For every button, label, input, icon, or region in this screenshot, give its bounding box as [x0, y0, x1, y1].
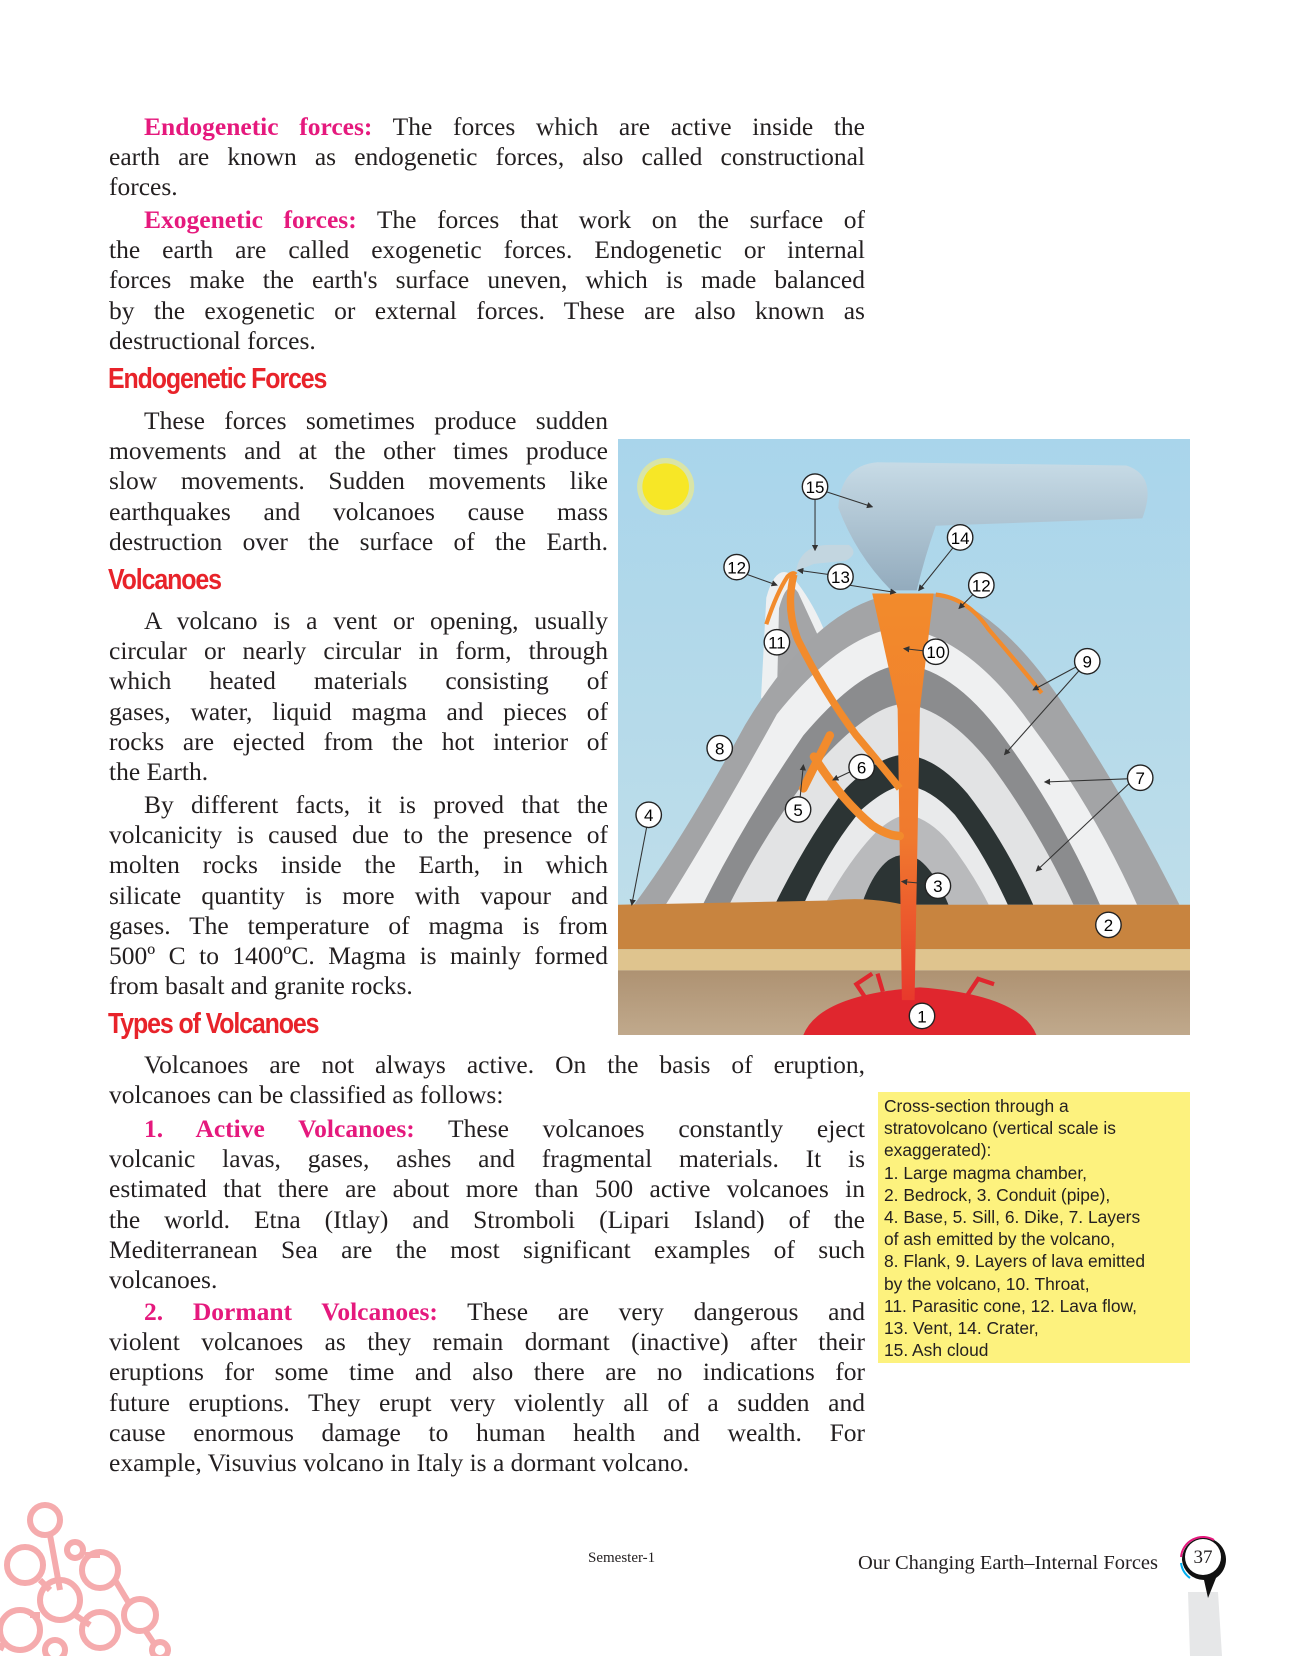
caption-line: 4. Base, 5. Sill, 6. Dike, 7. Layers — [884, 1207, 1141, 1228]
text-line: eruptions for some time and also there are no indications for — [109, 1357, 865, 1387]
figure-label-11 — [764, 630, 789, 655]
figure-caption — [878, 1092, 1190, 1363]
label-number: 4 — [644, 806, 654, 826]
term-exogenetic: Exogenetic forces: — [144, 205, 357, 234]
figure-label-10 — [923, 639, 948, 664]
text-line: volcanic lavas, gases, ashes and fragmental materials. It is — [109, 1144, 865, 1174]
sun-icon — [637, 458, 694, 515]
text-line: forces make the earth's surface uneven, which is made balanced — [109, 265, 865, 295]
page-number: 37 — [1193, 1547, 1213, 1568]
decorative-circles — [0, 1500, 180, 1656]
text-line: cause enormous damage to human health and wealth. For — [109, 1417, 865, 1447]
paragraph-exogenetic-definition — [109, 205, 865, 356]
label-number: 1 — [917, 1007, 927, 1027]
caption-line: of ash emitted by the volcano, — [884, 1229, 1116, 1250]
caption-line: 11. Parasitic cone, 12. Lava flow, — [884, 1295, 1137, 1316]
term-endogenetic: Endogenetic forces: — [144, 112, 373, 141]
text-line: gases, water, liquid magma and pieces of — [109, 696, 608, 726]
figure-label-1 — [909, 1003, 934, 1028]
label-number: 5 — [793, 800, 803, 820]
text-line: volcanoes. — [109, 1264, 218, 1294]
text-line: volcanicity is caused due to the presence of — [109, 820, 608, 850]
text-line — [109, 1114, 865, 1144]
label-number: 10 — [926, 643, 946, 663]
paragraph-active-volcanoes — [109, 1114, 865, 1295]
caption-line: 13. Vent, 14. Crater, — [884, 1318, 1039, 1339]
text-line: 500º C to 1400ºC. Magma is mainly formed — [109, 940, 608, 970]
text-line: the Earth. — [109, 756, 209, 786]
text-line: Volcanoes are not always active. On the basis of eruption, — [144, 1050, 865, 1079]
text-line: example, Visuvius volcano in Italy is a dormant volcano. — [109, 1447, 690, 1477]
caption-line: Cross-section through a — [884, 1096, 1069, 1116]
stratovolcano-diagram — [618, 439, 1190, 1035]
label-number: 2 — [1103, 916, 1114, 936]
text-line: from basalt and granite rocks. — [109, 971, 413, 1001]
text-line: By different facts, it is proved that the — [144, 790, 608, 819]
figure-label-13 — [828, 564, 853, 589]
caption-line: stratovolcano (vertical scale is — [884, 1118, 1116, 1139]
footer-chapter-title: Our Changing Earth–Internal Forces — [857, 1552, 1158, 1574]
text-line: gases. The temperature of magma is from — [109, 910, 608, 940]
heading-volcanoes: Volcanoes — [108, 564, 221, 596]
figure-label-2 — [1096, 912, 1121, 937]
figure-label-15 — [802, 474, 827, 499]
figure-label-12 — [724, 554, 749, 579]
text-line: the world. Etna (Itlay) and Stromboli (Lipari Island) of the — [109, 1204, 865, 1234]
text: These are very dangerous and — [437, 1297, 865, 1326]
text-line: movements and at the other times produce — [109, 436, 608, 466]
caption-line: 15. Ash cloud — [884, 1340, 989, 1361]
label-number: 8 — [714, 739, 725, 759]
label-number: 15 — [805, 477, 825, 497]
text: The forces that work on the surface of — [356, 205, 865, 234]
label-number: 13 — [831, 567, 850, 587]
text-line: silicate quantity is more with vapour and — [109, 880, 608, 910]
text-line: destructional forces. — [109, 325, 316, 355]
heading-types-of-volcanoes: Types of Volcanoes — [108, 1008, 319, 1040]
heading-endogenetic-forces: Endogenetic Forces — [108, 363, 327, 395]
text-line: future eruptions. They erupt very violently all of a sudden and — [109, 1387, 865, 1417]
text: The forces which are active inside the — [372, 112, 865, 141]
caption-line: exaggerated): — [884, 1140, 992, 1161]
term-dormant-volcanoes: 2. Dormant Volcanoes: — [144, 1297, 438, 1326]
text-line: by the exogenetic or external forces. These are also known as — [109, 295, 865, 325]
label-number: 11 — [768, 633, 786, 653]
paragraph-movements — [109, 406, 608, 557]
text-line — [109, 112, 865, 142]
text: These volcanoes constantly eject — [414, 1114, 866, 1143]
label-number: 9 — [1082, 652, 1092, 672]
text-line — [109, 1297, 865, 1327]
figure-label-7 — [1128, 765, 1153, 790]
figure-label-14 — [947, 525, 972, 550]
caption-line: 1. Large magma chamber, — [884, 1162, 1087, 1183]
figure-label-5 — [785, 797, 810, 822]
text-line: circular or nearly circular in form, through — [109, 636, 608, 666]
text-line: estimated that there are about more than 500 active volcanoes in — [109, 1174, 865, 1204]
paragraph-volcano-definition — [109, 606, 608, 787]
label-number: 14 — [950, 528, 970, 548]
figure-label-8 — [707, 735, 732, 760]
paragraph-endogenetic-definition — [109, 112, 865, 203]
label-number: 12 — [727, 558, 747, 578]
text-line: violent volcanoes as they remain dormant (inactive) after their — [109, 1327, 865, 1357]
text-line — [109, 205, 865, 235]
term-active-volcanoes: 1. Active Volcanoes: — [144, 1114, 415, 1143]
label-number: 6 — [856, 758, 867, 778]
text-line: A volcano is a vent or opening, usually — [144, 606, 608, 635]
label-number: 12 — [971, 576, 991, 596]
text-line: Mediterranean Sea are the most significant examples of such — [109, 1234, 865, 1264]
text-line: slow movements. Sudden movements like — [109, 466, 608, 496]
paragraph-classification-intro — [109, 1050, 865, 1110]
label-number: 3 — [933, 877, 943, 897]
paragraph-dormant-volcanoes — [109, 1297, 865, 1478]
text-line: volcanoes can be classified as follows: — [109, 1080, 504, 1110]
text-line: the earth are called exogenetic forces. Endogenetic or internal — [109, 235, 865, 265]
text-line: which heated materials consisting of — [109, 666, 608, 696]
figure-label-12 — [969, 572, 994, 597]
caption-line: 8. Flank, 9. Layers of lava emitted — [884, 1251, 1145, 1272]
caption-line: 2. Bedrock, 3. Conduit (pipe), — [884, 1184, 1111, 1205]
text-line: These forces sometimes produce sudden — [144, 406, 608, 435]
text-line: earth are known as endogenetic forces, also called constructional — [109, 142, 865, 172]
text-line: destruction over the surface of the Earth. — [109, 526, 608, 556]
text-line: earthquakes and volcanoes cause mass — [109, 496, 608, 526]
text-line: molten rocks inside the Earth, in which — [109, 850, 608, 880]
caption-line: by the volcano, 10. Throat, — [884, 1273, 1090, 1294]
footer-semester: Semester-1 — [588, 1550, 656, 1566]
figure-label-6 — [849, 754, 874, 779]
figure-label-4 — [636, 802, 661, 827]
figure-label-3 — [925, 873, 950, 898]
text-line: rocks are ejected from the hot interior of — [109, 726, 608, 756]
label-number: 7 — [1135, 769, 1145, 789]
paragraph-volcanicity — [109, 790, 608, 1001]
figure-label-9 — [1075, 649, 1100, 674]
text-line: forces. — [109, 172, 178, 202]
